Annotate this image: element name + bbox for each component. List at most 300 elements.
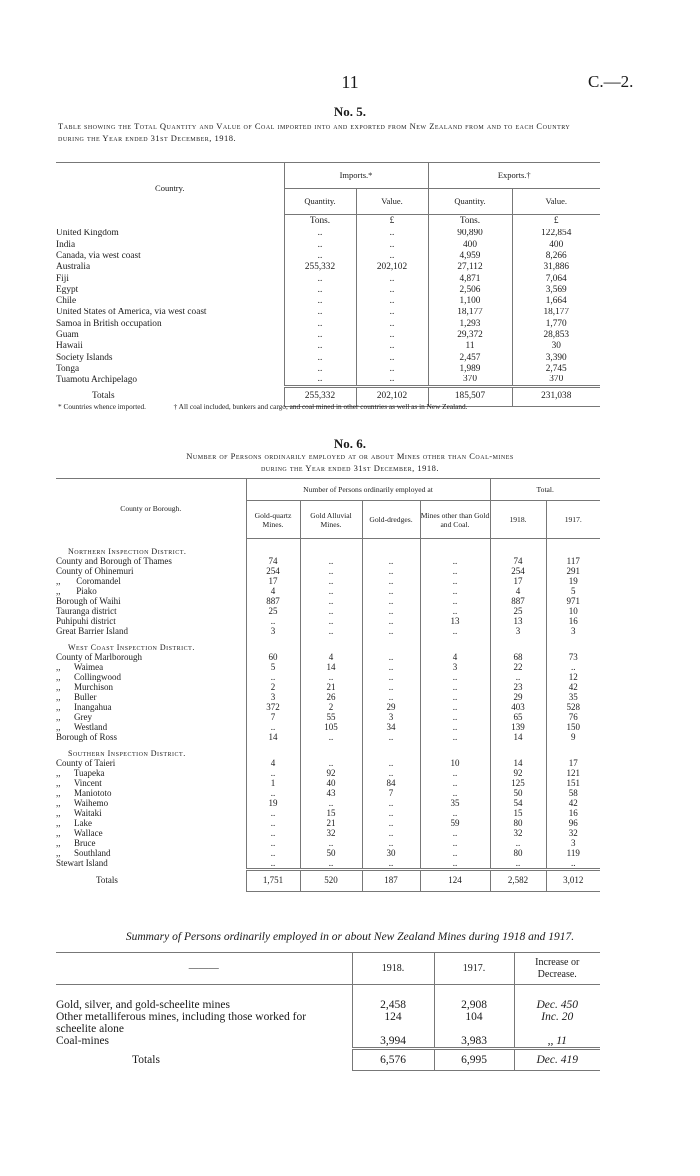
gold-dredges: 84 xyxy=(362,779,420,789)
district-name: Northern Inspection District. xyxy=(68,547,187,557)
table-row xyxy=(56,703,600,713)
total-change: Dec. 419 xyxy=(514,1049,600,1071)
table-row xyxy=(56,809,600,819)
export-quantity: 11 xyxy=(428,341,512,352)
export-quantity: 370 xyxy=(428,375,512,386)
gold-dredges: 34 xyxy=(362,723,420,733)
table-row xyxy=(56,713,600,723)
empty-cell xyxy=(246,743,300,759)
total-1917: 17 xyxy=(546,759,600,769)
col-export-quantity: Quantity. xyxy=(428,189,512,215)
empty-cell xyxy=(300,539,362,557)
import-quantity: .. xyxy=(284,341,356,352)
gold-dredges: 3 xyxy=(362,713,420,723)
table-row xyxy=(56,799,600,809)
gold-dredges: .. xyxy=(362,597,420,607)
gold-quartz: 1 xyxy=(246,779,300,789)
total-imp-q: 255,332 xyxy=(284,387,356,407)
other-mines: .. xyxy=(420,567,490,577)
county-name: ,, Piako xyxy=(56,586,97,596)
table-row xyxy=(56,779,600,789)
col-1918: 1918. xyxy=(490,501,546,539)
summary-table xyxy=(56,952,600,1071)
county-name: ,, Coromandel xyxy=(56,576,121,586)
table-row xyxy=(56,375,600,386)
gold-quartz: .. xyxy=(246,789,300,799)
empty-cell xyxy=(490,637,546,653)
import-value: .. xyxy=(356,285,428,296)
table-row xyxy=(56,617,600,627)
table-row xyxy=(56,663,600,673)
total-1918: 92 xyxy=(490,769,546,779)
export-value: 1,664 xyxy=(512,296,600,307)
total-1917: 73 xyxy=(546,653,600,663)
gold-alluvial: 21 xyxy=(300,683,362,693)
total-1918: 80 xyxy=(490,819,546,829)
county-name: County of Taieri xyxy=(56,758,116,768)
import-quantity: .. xyxy=(284,353,356,364)
country-name: Australia xyxy=(56,262,91,273)
total-1918: 29 xyxy=(490,693,546,703)
col-country: Country. xyxy=(56,163,284,215)
gold-dredges: .. xyxy=(362,577,420,587)
persons-employed-table xyxy=(56,478,600,892)
col-1917: 1917. xyxy=(546,501,600,539)
gold-quartz: 17 xyxy=(246,577,300,587)
county-name: ,, Westland xyxy=(56,722,108,732)
gold-quartz: 4 xyxy=(246,759,300,769)
other-mines: .. xyxy=(420,577,490,587)
gold-dredges: .. xyxy=(362,733,420,743)
summary-row xyxy=(56,999,600,1011)
export-quantity: 2,457 xyxy=(428,353,512,364)
empty-cell xyxy=(300,637,362,653)
gold-alluvial: .. xyxy=(300,597,362,607)
table-row xyxy=(56,567,600,577)
total-1917: 76 xyxy=(546,713,600,723)
empty-cell xyxy=(420,539,490,557)
export-value: 3,390 xyxy=(512,353,600,364)
total-1917: 121 xyxy=(546,769,600,779)
country-name: India xyxy=(56,239,76,250)
gold-alluvial: .. xyxy=(300,577,362,587)
gold-quartz: 887 xyxy=(246,597,300,607)
country-name: Fiji xyxy=(56,273,69,284)
table-row xyxy=(56,251,600,262)
export-quantity: 4,959 xyxy=(428,251,512,262)
col-total: Total. xyxy=(490,479,600,501)
other-mines: .. xyxy=(420,557,490,567)
gold-dredges: .. xyxy=(362,673,420,683)
table-row xyxy=(56,577,600,587)
gold-quartz: 14 xyxy=(246,733,300,743)
export-value: 2,745 xyxy=(512,364,600,375)
import-quantity: .. xyxy=(284,296,356,307)
export-value: 1,770 xyxy=(512,319,600,330)
export-quantity: 29,372 xyxy=(428,330,512,341)
table-row xyxy=(56,364,600,375)
value-1917: 2,908 xyxy=(434,999,514,1011)
summary-label: Coal-mines xyxy=(56,1035,110,1048)
value-1917: 3,983 xyxy=(434,1035,514,1049)
table-row xyxy=(56,733,600,743)
county-name: ,, Buller xyxy=(56,692,97,702)
export-value: 122,854 xyxy=(512,229,600,240)
table-row xyxy=(56,308,600,319)
import-quantity: .. xyxy=(284,229,356,240)
unit-tons: Tons. xyxy=(428,215,512,229)
table-row xyxy=(56,607,600,617)
total-1917: 3 xyxy=(546,839,600,849)
total-1918: 80 xyxy=(490,849,546,859)
table-row xyxy=(56,587,600,597)
total-1918: 25 xyxy=(490,607,546,617)
col-gold-alluvial: Gold Alluvial Mines. xyxy=(300,501,362,539)
other-mines: 59 xyxy=(420,819,490,829)
total-1917: 12 xyxy=(546,673,600,683)
summary-totals-label: Totals xyxy=(132,1053,160,1066)
other-mines: .. xyxy=(420,829,490,839)
table-row xyxy=(56,262,600,273)
other-mines: .. xyxy=(420,723,490,733)
county-name: ,, Collingwood xyxy=(56,672,122,682)
total-1917: .. xyxy=(546,859,600,870)
empty-cell xyxy=(546,637,600,653)
county-name: ,, Inangahua xyxy=(56,702,112,712)
county-name: ,, Waihemo xyxy=(56,798,109,808)
other-mines: .. xyxy=(420,859,490,870)
table-row xyxy=(56,330,600,341)
total-1918: 13 xyxy=(490,617,546,627)
table-row xyxy=(56,274,600,285)
gold-quartz: 4 xyxy=(246,587,300,597)
gold-alluvial: .. xyxy=(300,733,362,743)
totals-label: Totals xyxy=(92,390,115,401)
export-quantity: 1,293 xyxy=(428,319,512,330)
gold-quartz: 7 xyxy=(246,713,300,723)
empty-cell xyxy=(546,539,600,557)
import-quantity: .. xyxy=(284,251,356,262)
county-name: County of Ohinemuri xyxy=(56,566,134,576)
gold-dredges: .. xyxy=(362,683,420,693)
table-row xyxy=(56,673,600,683)
table-row xyxy=(56,789,600,799)
country-name: Chile xyxy=(56,296,77,307)
import-value: .. xyxy=(356,375,428,386)
county-name: ,, Waimea xyxy=(56,662,104,672)
totals-label: Totals xyxy=(96,874,118,885)
gold-quartz: 19 xyxy=(246,799,300,809)
gold-quartz: 372 xyxy=(246,703,300,713)
coal-trade-table xyxy=(56,162,600,407)
col-export-value: Value. xyxy=(512,189,600,215)
empty-cell xyxy=(300,743,362,759)
district-name: Southern Inspection District. xyxy=(68,749,186,759)
unit-pounds: £ xyxy=(512,215,600,229)
county-name: Stewart Island xyxy=(56,858,108,869)
other-mines: .. xyxy=(420,849,490,859)
export-quantity: 1,989 xyxy=(428,364,512,375)
gold-alluvial: .. xyxy=(300,799,362,809)
gold-alluvial: 26 xyxy=(300,693,362,703)
total-1917: 5 xyxy=(546,587,600,597)
table5-footnotes xyxy=(58,402,618,411)
gold-quartz: .. xyxy=(246,849,300,859)
other-mines: 13 xyxy=(420,617,490,627)
gold-quartz: 3 xyxy=(246,627,300,637)
gold-alluvial: 4 xyxy=(300,653,362,663)
export-quantity: 2,506 xyxy=(428,285,512,296)
table-row xyxy=(56,683,600,693)
total-1918: 6,576 xyxy=(352,1049,434,1071)
gold-alluvial: 21 xyxy=(300,819,362,829)
table-row xyxy=(56,597,600,607)
import-value: .. xyxy=(356,308,428,319)
col-exports: Exports.† xyxy=(428,163,600,189)
total-1918: 403 xyxy=(490,703,546,713)
gold-dredges: 30 xyxy=(362,849,420,859)
import-value: .. xyxy=(356,229,428,240)
summary-row xyxy=(56,1035,600,1049)
table-row xyxy=(56,557,600,567)
county-name: Great Barrier Island xyxy=(56,626,128,636)
col-gold-dredges: Gold-dredges. xyxy=(362,501,420,539)
export-value: 18,177 xyxy=(512,308,600,319)
table-row xyxy=(56,839,600,849)
gold-quartz: .. xyxy=(246,617,300,627)
import-value: .. xyxy=(356,296,428,307)
table-row xyxy=(56,229,600,240)
col-imports: Imports.* xyxy=(284,163,428,189)
other-mines: 10 xyxy=(420,759,490,769)
country-name: Tonga xyxy=(56,364,80,374)
document-code: C.—2. xyxy=(588,72,634,91)
import-quantity: .. xyxy=(284,330,356,341)
gold-quartz: 25 xyxy=(246,607,300,617)
empty-cell xyxy=(246,637,300,653)
table-row xyxy=(56,849,600,859)
gold-dredges: .. xyxy=(362,839,420,849)
gold-dredges: .. xyxy=(362,587,420,597)
total-1918: 65 xyxy=(490,713,546,723)
import-value: .. xyxy=(356,240,428,251)
export-value: 30 xyxy=(512,341,600,352)
total-1918: .. xyxy=(490,859,546,870)
table-row xyxy=(56,341,600,352)
gold-alluvial: 50 xyxy=(300,849,362,859)
export-value: 31,886 xyxy=(512,262,600,273)
gold-alluvial: 14 xyxy=(300,663,362,673)
total-total-1917: 3,012 xyxy=(546,869,600,891)
total-1918: 50 xyxy=(490,789,546,799)
totals-row xyxy=(56,869,600,891)
county-name: ,, Southland xyxy=(56,848,111,858)
value-change: ,, 11 xyxy=(514,1035,600,1049)
table-row xyxy=(56,627,600,637)
empty-cell xyxy=(514,985,600,999)
district-name: West Coast Inspection District. xyxy=(68,643,195,653)
empty-cell xyxy=(546,743,600,759)
country-name: Guam xyxy=(56,330,79,341)
total-1917: 42 xyxy=(546,799,600,809)
total-1917: 117 xyxy=(546,557,600,567)
import-quantity: .. xyxy=(284,274,356,285)
total-1917: 119 xyxy=(546,849,600,859)
export-quantity: 18,177 xyxy=(428,308,512,319)
gold-dredges: .. xyxy=(362,859,420,870)
other-mines: .. xyxy=(420,597,490,607)
empty-cell xyxy=(420,743,490,759)
total-1918: 254 xyxy=(490,567,546,577)
gold-alluvial: .. xyxy=(300,557,362,567)
total-total-1918: 2,582 xyxy=(490,869,546,891)
gold-dredges: .. xyxy=(362,819,420,829)
gold-dredges: .. xyxy=(362,607,420,617)
gold-quartz: .. xyxy=(246,819,300,829)
total-1917: 151 xyxy=(546,779,600,789)
import-value: .. xyxy=(356,353,428,364)
gold-dredges: .. xyxy=(362,799,420,809)
gold-dredges: .. xyxy=(362,769,420,779)
total-1917: 10 xyxy=(546,607,600,617)
col-import-value: Value. xyxy=(356,189,428,215)
other-mines: .. xyxy=(420,683,490,693)
import-quantity: 255,332 xyxy=(284,262,356,273)
summary-col-change: Increase or Decrease. xyxy=(514,953,600,985)
gold-alluvial: 105 xyxy=(300,723,362,733)
total-1917: 528 xyxy=(546,703,600,713)
total-1918: 14 xyxy=(490,759,546,769)
total-1917: 16 xyxy=(546,809,600,819)
total-1917: 42 xyxy=(546,683,600,693)
summary-label: Other metalliferous mines, including those worked for scheelite alone xyxy=(56,1010,307,1035)
district-header xyxy=(56,539,600,557)
county-name: County and Borough of Thames xyxy=(56,556,172,566)
spacer-row xyxy=(56,985,600,999)
table-row xyxy=(56,353,600,364)
county-name: Puhipuhi district xyxy=(56,616,116,626)
gold-alluvial: .. xyxy=(300,839,362,849)
gold-alluvial: .. xyxy=(300,587,362,597)
summary-title: Summary of Persons ordinarily employed in or about New Zealand Mines during 1918 and 1917. xyxy=(125,931,575,943)
other-mines: 35 xyxy=(420,799,490,809)
gold-quartz: .. xyxy=(246,839,300,849)
import-value: .. xyxy=(356,319,428,330)
value-1917: 104 xyxy=(434,1011,514,1035)
summary-col-1918: 1918. xyxy=(352,953,434,985)
table-row xyxy=(56,769,600,779)
gold-alluvial: 40 xyxy=(300,779,362,789)
export-quantity: 90,890 xyxy=(428,229,512,240)
other-mines: 3 xyxy=(420,663,490,673)
county-name: ,, Wallace xyxy=(56,828,103,838)
county-name: ,, Maniototo xyxy=(56,788,112,798)
total-1918: 68 xyxy=(490,653,546,663)
county-name: ,, Lake xyxy=(56,818,92,828)
total-1917: 32 xyxy=(546,829,600,839)
country-name: Hawaii xyxy=(56,341,83,352)
total-1917: 96 xyxy=(546,819,600,829)
table6-heading: No. 6. xyxy=(333,436,367,451)
country-name: Egypt xyxy=(56,284,79,295)
total-1917: 16 xyxy=(546,617,600,627)
total-gold-dredges: 187 xyxy=(362,869,420,891)
country-name: United Kingdom xyxy=(56,228,119,239)
gold-dredges: .. xyxy=(362,759,420,769)
county-name: County of Marlborough xyxy=(56,652,142,662)
gold-alluvial: 2 xyxy=(300,703,362,713)
value-change: Dec. 450 xyxy=(514,999,600,1011)
country-name: Society Islands xyxy=(56,352,113,363)
import-quantity: .. xyxy=(284,375,356,386)
gold-quartz: 3 xyxy=(246,693,300,703)
page-number: 11 xyxy=(341,72,359,92)
import-quantity: .. xyxy=(284,364,356,375)
total-1918: 887 xyxy=(490,597,546,607)
gold-quartz: .. xyxy=(246,829,300,839)
gold-quartz: 2 xyxy=(246,683,300,693)
total-1918: 32 xyxy=(490,829,546,839)
other-mines: .. xyxy=(420,627,490,637)
import-value: .. xyxy=(356,274,428,285)
other-mines: .. xyxy=(420,673,490,683)
gold-alluvial: .. xyxy=(300,673,362,683)
gold-alluvial: .. xyxy=(300,627,362,637)
export-quantity: 1,100 xyxy=(428,296,512,307)
gold-alluvial: 32 xyxy=(300,829,362,839)
footnote-exports: † All coal included, bunkers and cargo, and coal mined in other countries as well as in New Zealand. xyxy=(173,402,468,411)
export-value: 8,266 xyxy=(512,251,600,262)
total-1918: 14 xyxy=(490,733,546,743)
county-name: ,, Tuapeka xyxy=(56,768,105,778)
gold-alluvial: .. xyxy=(300,607,362,617)
gold-dredges: .. xyxy=(362,617,420,627)
col-import-quantity: Quantity. xyxy=(284,189,356,215)
total-1917: 58 xyxy=(546,789,600,799)
county-name: Tauranga district xyxy=(56,606,117,616)
county-name: ,, Murchison xyxy=(56,682,113,692)
county-name: ,, Vincent xyxy=(56,778,102,788)
other-mines: 4 xyxy=(420,653,490,663)
gold-quartz: 60 xyxy=(246,653,300,663)
unit-tons: Tons. xyxy=(284,215,356,229)
table-row xyxy=(56,819,600,829)
total-gold-quartz: 1,751 xyxy=(246,869,300,891)
gold-alluvial: .. xyxy=(300,617,362,627)
total-imp-v: 202,102 xyxy=(356,387,428,407)
import-value: 202,102 xyxy=(356,262,428,273)
table6-title-line1: Number of Persons ordinarily employed at or about Mines other than Coal-mines xyxy=(186,451,514,461)
county-name: ,, Bruce xyxy=(56,838,96,848)
district-header xyxy=(56,637,600,653)
export-value: 400 xyxy=(512,240,600,251)
total-exp-v: 231,038 xyxy=(512,387,600,407)
gold-quartz: .. xyxy=(246,769,300,779)
table-row xyxy=(56,296,600,307)
total-1918: 17 xyxy=(490,577,546,587)
total-1918: .. xyxy=(490,673,546,683)
summary-totals-row xyxy=(56,1049,600,1071)
county-name: ,, Waitaki xyxy=(56,808,102,818)
import-value: .. xyxy=(356,251,428,262)
col-gold-quartz: Gold-quartz Mines. xyxy=(246,501,300,539)
table-row xyxy=(56,653,600,663)
country-name: Canada, via west coast xyxy=(56,251,141,261)
gold-alluvial: 15 xyxy=(300,809,362,819)
gold-dredges: .. xyxy=(362,829,420,839)
total-exp-q: 185,507 xyxy=(428,387,512,407)
country-name: Samoa in British occupation xyxy=(56,318,162,329)
